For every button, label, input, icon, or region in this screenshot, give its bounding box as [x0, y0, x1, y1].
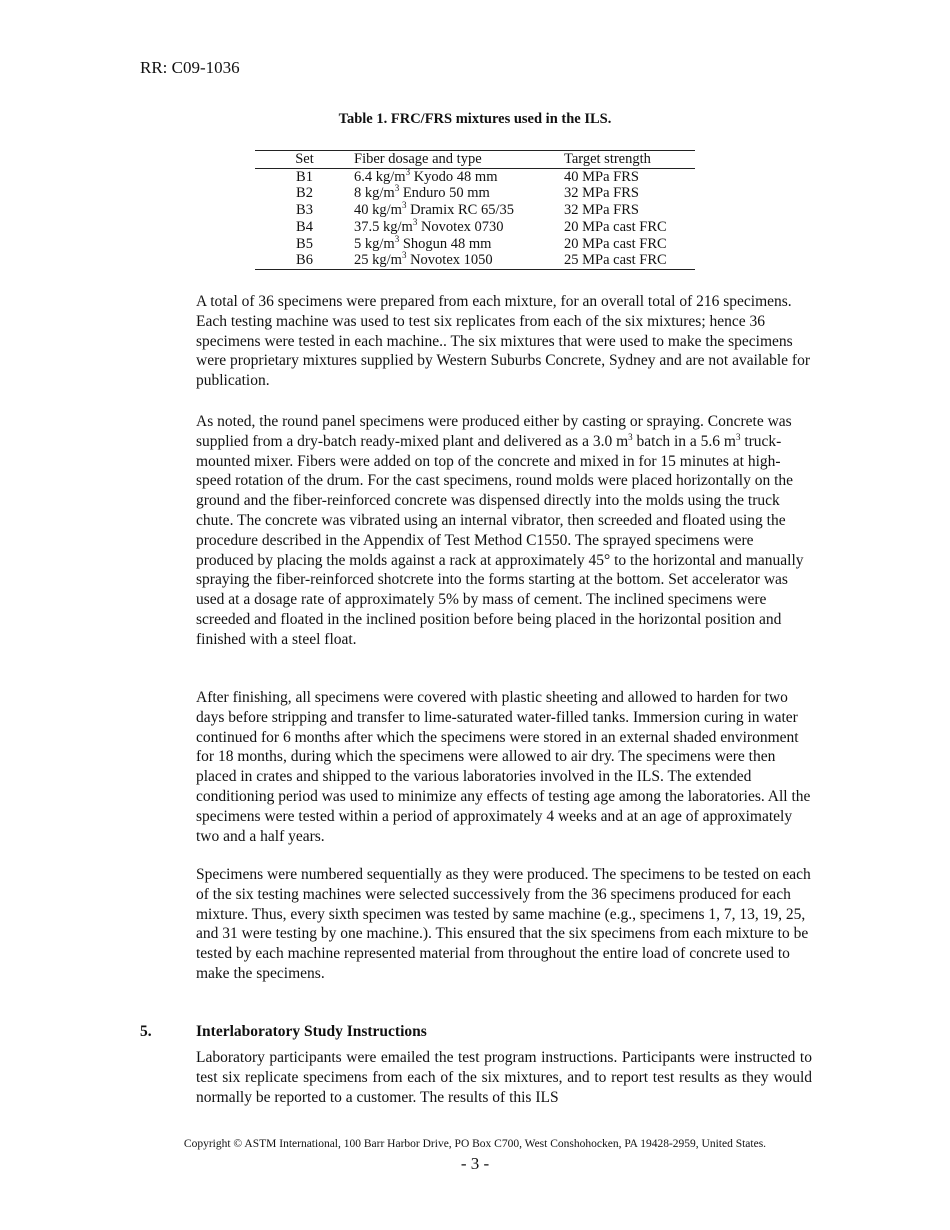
fiber-type: Novotex 1050	[406, 252, 493, 269]
cell-fiber	[354, 216, 564, 236]
cell-fiber	[354, 202, 564, 219]
superscript-3: 3	[735, 431, 741, 442]
cell-set: B4	[296, 218, 313, 235]
fiber-type: Shogun 48 mm	[399, 235, 492, 252]
table-row	[255, 252, 695, 269]
cell-target: 40 MPa FRS	[564, 168, 639, 185]
fiber-type: Enduro 50 mm	[399, 185, 490, 202]
cell-fiber	[354, 168, 564, 185]
fiber-dosage: 40 kg/m	[354, 202, 402, 219]
table-header-row	[255, 151, 695, 169]
fiber-dosage: 8 kg/m	[354, 185, 395, 202]
table-caption: Table 1. FRC/FRS mixtures used in the ILS.	[338, 111, 612, 127]
table-row	[255, 168, 695, 185]
superscript-3: 3	[628, 431, 633, 442]
col-header-target: Target strength	[564, 151, 651, 167]
fiber-dosage: 5 kg/m	[354, 235, 395, 252]
fiber-type: Novotex 0730	[417, 218, 504, 235]
cell-target: 20 MPa cast FRC	[564, 235, 667, 252]
section-number: 5.	[140, 1023, 152, 1040]
superscript-3: 3	[405, 166, 411, 177]
cell-set: B3	[296, 202, 313, 219]
fiber-type: Kyodo 48 mm	[410, 168, 498, 185]
cell-fiber	[354, 233, 564, 253]
cell-fiber	[354, 185, 564, 202]
fiber-dosage: 6.4 kg/m	[354, 168, 406, 185]
paragraph-specimen-count: A total of 36 specimens were prepared from each mixture, for an overall total of 216 specimens. Each testing machine was used to test six replicates from each of the six mixtures; hence 36 specimens were tested in each machine.. The six mixtures that were used to make the specimens were proprietary mixtures supplied by Western Suburbs Concrete, Sydney and are not available for publication.	[196, 293, 810, 390]
mixtures-table	[255, 150, 695, 270]
paragraph-curing: After finishing, all specimens were covered with plastic sheeting and allowed to harden for two days before stripping and transfer to lime-saturated water-filled tanks. Immersion curing in water continued for 6 months after which the specimens were stored in an external shaded environment for 18 months, during which the specimens were allowed to air dry. The specimens were then placed in crates and shipped to the various laboratories involved in the ILS. The extended conditioning period was used to minimize any effects of testing age among the laboratories. All the specimens were tested within a period of approximately 4 weeks and at an age of approximately two and a half years.	[196, 689, 811, 845]
cell-target: 20 MPa cast FRC	[564, 218, 667, 235]
paragraph-production: As noted, the round panel specimens were produced either by casting or spraying. Concrete was supplied from a dry-batch ready-mixed plant and delivered as a 3.0 $m^3$ batch in a 5.6 $m^3$ truck-mounted mixer. Fibers were added on top of the concrete and mixed in for 15 minutes at high-speed rotation of the drum. For the cast specimens, round molds were placed horizontally on the ground and the fiber-reinforced concrete was dispensed directly into the molds using the truck chute. The concrete was vibrated using an internal vibrator, then screeded and floated using the procedure described in the Appendix of Test Method C1550. The sprayed specimens were produced by placing the molds against a rack at approximately 45° to the horizontal and manually spraying the fiber-reinforced shotcrete into the forms starting at the bottom. Set accelerator was used at a dosage rate of approximately 5% by mass of cement. The inclined specimens were screeded and floated in the inclined position before being placed in the horizontal position and finished with a steel float.	[196, 413, 804, 648]
table-row	[255, 202, 695, 219]
superscript-3: 3	[401, 200, 407, 211]
cell-set: B1	[296, 168, 313, 185]
fiber-type: Dramix RC 65/35	[406, 202, 514, 219]
superscript-3: 3	[412, 216, 418, 227]
table-row	[255, 236, 695, 253]
table-row	[255, 219, 695, 236]
cell-fiber	[354, 252, 564, 269]
cell-set: B5	[296, 235, 313, 252]
cell-target: 25 MPa cast FRC	[564, 252, 667, 269]
fiber-dosage: 25 kg/m	[354, 252, 402, 269]
cell-set: B2	[296, 185, 313, 202]
superscript-3: 3	[394, 183, 400, 194]
paragraph-ils-instructions: Laboratory participants were emailed the test program instructions. Participants were instructed to test six replicate specimens from each of the six mixtures, and to report test results as they would normally be reported to a customer. The results of this ILS	[196, 1049, 812, 1106]
section-title: Interlaboratory Study Instructions	[196, 1023, 427, 1040]
paragraph-numbering: Specimens were numbered sequentially as they were produced. The specimens to be tested on each of the six testing machines were selected successively from the 36 specimens produced for each mixture. Thus, every sixth specimen was tested by same machine (e.g., specimens 1, 7, 13, 19, 25, and 31 were testing by one machine.). This ensured that the six specimens from each mixture to be tested by each machine represented material from throughout the entire load of concrete used to make the specimens.	[196, 866, 811, 982]
cell-target: 32 MPa FRS	[564, 185, 639, 202]
fiber-dosage: 37.5 kg/m	[354, 218, 413, 235]
superscript-3: 3	[401, 250, 407, 261]
report-id: RR: C09-1036	[140, 58, 240, 77]
cell-set: B6	[296, 252, 313, 269]
superscript-3: 3	[394, 233, 400, 244]
table-row	[255, 185, 695, 202]
copyright-footer: Copyright © ASTM International, 100 Barr Harbor Drive, PO Box C700, West Conshohocken, PA 19428-2959, United States.	[183, 1138, 767, 1150]
col-header-fiber: Fiber dosage and type	[354, 151, 482, 167]
cell-target: 32 MPa FRS	[564, 202, 639, 219]
col-header-set: Set	[295, 151, 314, 167]
page-number: - 3 -	[460, 1154, 490, 1173]
